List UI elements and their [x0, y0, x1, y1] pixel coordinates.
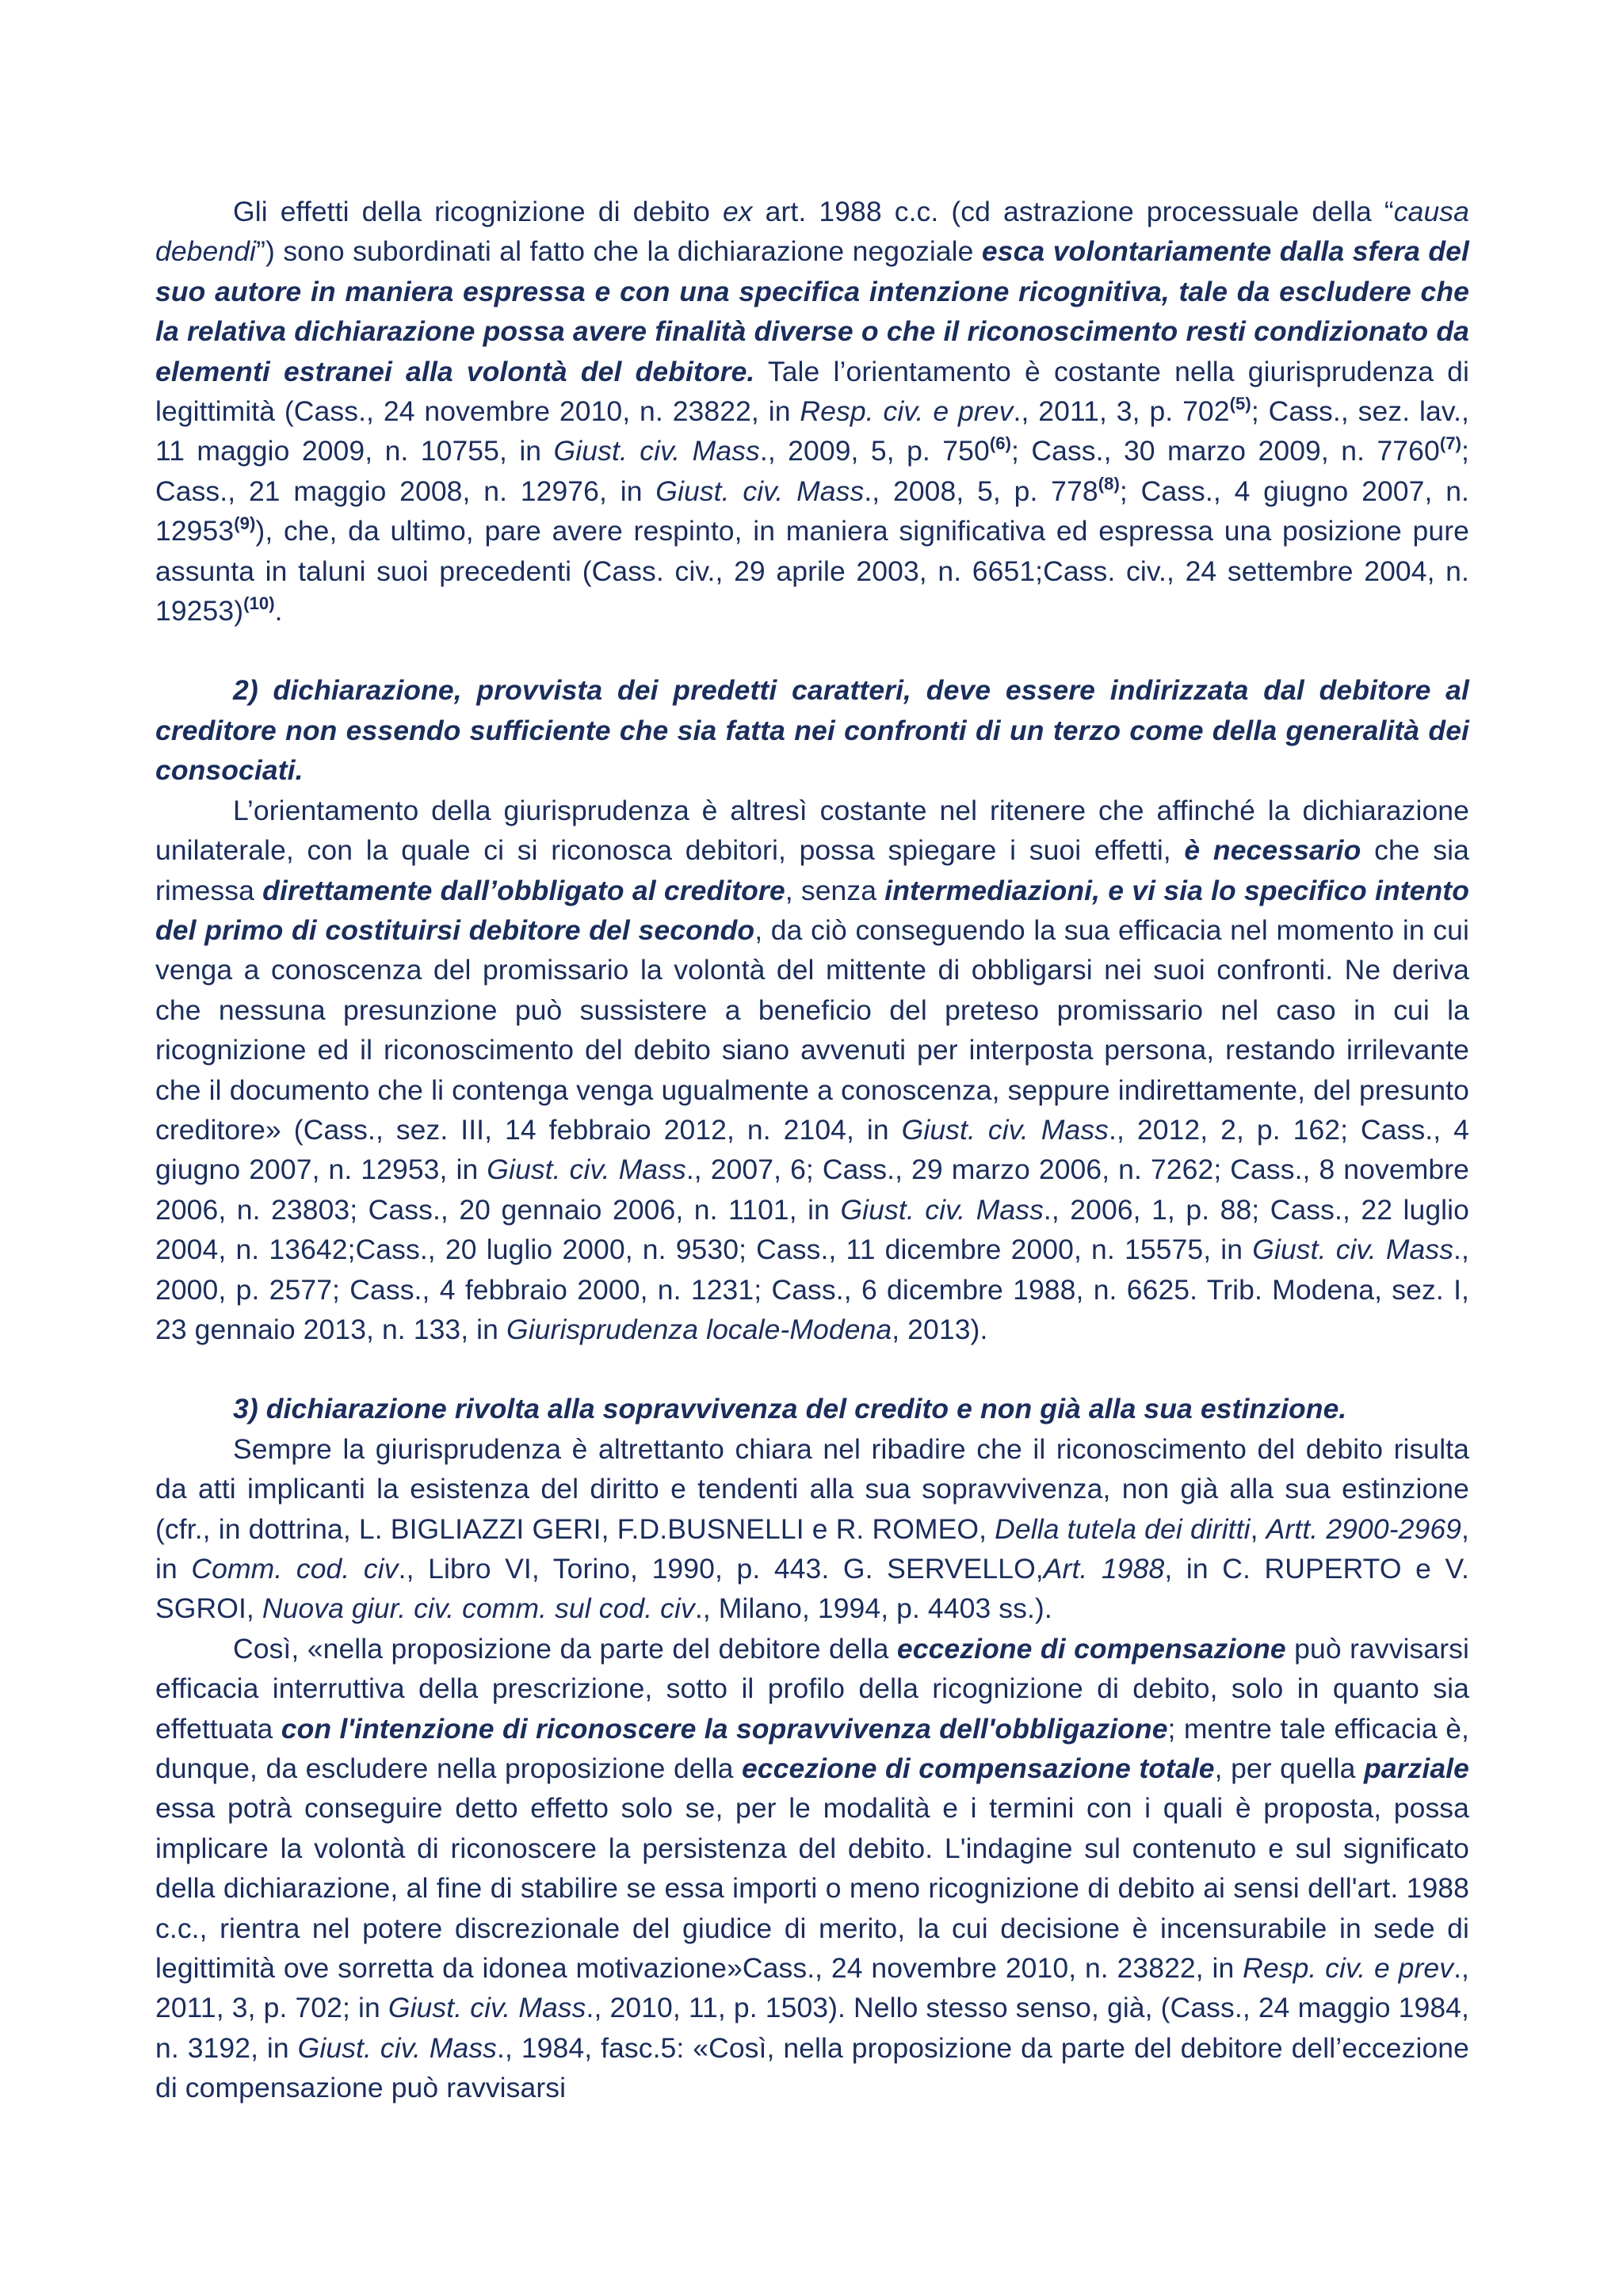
- body-text: ”) sono subordinati al fatto che la dichiarazione negoziale: [256, 235, 982, 268]
- body-text: ., 2009, 5, p. 750: [759, 435, 990, 467]
- emphasis-text: eccezione di compensazione totale: [741, 1753, 1215, 1785]
- footnote-marker: (7): [1439, 433, 1462, 454]
- paragraph-orientamento: [155, 791, 1469, 1350]
- footnote-marker: (5): [1229, 394, 1251, 414]
- body-text: , per quella: [1214, 1753, 1364, 1785]
- body-text: essa potrà conseguire detto effetto solo se, per le modalità e i termini con i quali è proposta, possa implicare la volontà di riconoscere la persistenza del debito. L'indagine sul contenuto e sul significato della dichiarazione, al fine di stabilire se essa importi o meno ricognizione di debito ai sensi dell'art. 1988 c.c., rientra nel potere discrezionale del giudice di merito, la cui decisione è incensurabile in sede di legittimità ove sorretta da idonea motivazione»Cass., 24 novembre 2010, n. 23822, in: [155, 1792, 1469, 1985]
- body-text: può ravvisarsi efficacia interruttiva della prescrizione, sotto il profilo della ricognizione di debito, solo in quanto sia effettuata: [155, 1632, 1469, 1745]
- citation-italic: Giust. civ. Mass: [487, 1154, 686, 1186]
- citation-italic: Giust. civ. Mass: [655, 475, 865, 507]
- citation-italic: Giust. civ. Mass: [840, 1193, 1044, 1226]
- document-body: [155, 192, 1469, 2108]
- citation-italic: Resp. civ. e prev: [1243, 1952, 1454, 1985]
- body-text: ., 1984, fasc.5: «Così, nella proposizione da parte del debitore dell’eccezione di compensazione può ravvisarsi: [155, 2031, 1469, 2104]
- citation-italic: Art. 1988: [1043, 1553, 1165, 1585]
- emphasis-text: esca volontariamente dalla sfera del suo autore in maniera espressa e con una specifica intenzione ricognitiva, tale da escludere che la relativa dichiarazione possa avere finalità diverse o che il riconoscimento resti condizionato da elementi estranei alla volontà del debitore.: [155, 235, 1469, 387]
- emphasis-text: 3) dichiarazione rivolta alla sopravvivenza del credito e non già alla sua estinzione.: [233, 1393, 1347, 1425]
- paragraph-sopravvivenza: [155, 1429, 1469, 1629]
- body-text: ., 2011, 3, p. 702; in: [155, 1952, 1469, 2024]
- body-text: ., 2011, 3, p. 702: [1013, 395, 1230, 428]
- body-text: .: [274, 595, 283, 627]
- section-heading-2: [155, 670, 1469, 790]
- emphasis-text: parziale: [1363, 1753, 1469, 1785]
- citation-italic: Giust. civ. Mass: [901, 1113, 1109, 1146]
- body-text: ., Libro VI, Torino, 1990, p. 443. G. SERVELLO,: [398, 1553, 1044, 1585]
- body-text: ; Cass., sez. lav., 11 maggio 2009, n. 10755, in: [155, 395, 1469, 467]
- body-text: che sia rimessa: [155, 834, 1469, 906]
- emphasis-text: intermediazioni, e vi sia lo specifico intento del primo di costituirsi debitore del secondo: [155, 874, 1469, 946]
- body-text: ), che, da ultimo, pare avere respinto, in maniera significativa ed espressa una posizione pure assunta in taluni suoi precedenti (Cass. civ., 29 aprile 2003, n. 6651;Cass. civ., 24 settembre 2004, n. 19253): [155, 515, 1469, 627]
- citation-italic: causa debendi: [155, 196, 1469, 268]
- body-text: , senza: [785, 874, 885, 906]
- body-text: ., 2008, 5, p. 778: [864, 475, 1098, 507]
- emphasis-text: direttamente dall’obbligato al creditore: [262, 874, 785, 906]
- citation-italic: Artt. 2900-2969: [1266, 1512, 1462, 1545]
- body-text: Gli effetti della ricognizione di debito: [233, 196, 723, 227]
- citation-italic: Comm. cod. civ: [191, 1553, 399, 1585]
- body-text: ; Cass., 21 maggio 2008, n. 12976, in: [155, 435, 1469, 507]
- body-text: , in C. RUPERTO e V. SGROI,: [155, 1553, 1469, 1625]
- footnote-marker: (9): [234, 513, 256, 534]
- citation-italic: Nuova giur. civ. comm. sul cod. civ: [262, 1592, 695, 1625]
- body-text: ., 2012, 2, p. 162; Cass., 4 giugno 2007, n. 12953, in: [155, 1113, 1469, 1186]
- body-text: ., Milano, 1994, p. 4403 ss.).: [694, 1592, 1052, 1625]
- body-text: ; Cass., 30 marzo 2009, n. 7760: [1011, 435, 1440, 467]
- emphasis-text: eccezione di compensazione: [896, 1632, 1286, 1665]
- footnote-marker: (8): [1098, 473, 1120, 494]
- body-text: ., 2006, 1, p. 88; Cass., 22 luglio 2004, n. 13642;Cass., 20 luglio 2000, n. 9530; Cass., 11 dicembre 2000, n. 15575, in: [155, 1193, 1469, 1266]
- body-text: art. 1988 c.c. (cd astrazione processuale della “: [752, 196, 1394, 227]
- citation-italic: Giust. civ. Mass: [388, 1992, 586, 2024]
- body-text: ; Cass., 4 giugno 2007, n. 12953: [155, 475, 1469, 547]
- body-text: Tale l’orientamento è costante nella giurisprudenza di legittimità (Cass., 24 novembre 2010, n. 23822, in: [155, 355, 1469, 428]
- body-text: , in: [155, 1512, 1469, 1585]
- footnote-marker: (10): [243, 593, 275, 614]
- citation-italic: Della tutela dei diritti: [995, 1512, 1251, 1545]
- body-text: ., 2010, 11, p. 1503). Nello stesso senso, già, (Cass., 24 maggio 1984, n. 3192, in: [155, 1992, 1469, 2064]
- body-text: Sempre la giurisprudenza è altrettanto chiara nel ribadire che il riconoscimento del debito risulta da atti implicanti la esistenza del diritto e tendenti alla sua sopravvivenza, non già alla sua estinzione (cfr., in dottrina, L. BIGLIAZZI GERI, F.D.BUSNELLI e R. ROMEO,: [155, 1432, 1469, 1545]
- citation-italic: Giust. civ. Mass: [1252, 1234, 1454, 1266]
- section-heading-3: [155, 1389, 1469, 1428]
- body-text: ., 2007, 6; Cass., 29 marzo 2006, n. 7262; Cass., 8 novembre 2006, n. 23803; Cass., 20 gennaio 2006, n. 1101, in: [155, 1154, 1469, 1226]
- body-text: , da ciò conseguendo la sua efficacia nel momento in cui venga a conoscenza del promissario la volontà del mittente di obbligarsi nei suoi confronti. Ne deriva che nessuna presunzione può sussistere a beneficio del preteso promissario nel caso in cui la ricognizione ed il riconoscimento del debito siano avvenuti per interposta persona, restando irrilevante che il documento che li contenga venga ugualmente a conoscenza, seppure indirettamente, del presunto creditore» (Cass., sez. III, 14 febbraio 2012, n. 2104, in: [155, 913, 1469, 1146]
- body-text: , 2013).: [892, 1313, 988, 1345]
- emphasis-text: è necessario: [1184, 834, 1361, 867]
- citation-italic: Giurisprudenza locale-Modena: [506, 1313, 892, 1345]
- paragraph-compensazione: [155, 1629, 1469, 2108]
- body-text: Così, «nella proposizione da parte del debitore della: [233, 1632, 897, 1665]
- citation-italic: ex: [722, 196, 753, 227]
- body-text: ., 2000, p. 2577; Cass., 4 febbraio 2000, n. 1231; Cass., 6 dicembre 1988, n. 6625. Trib. Modena, sez. I, 23 gennaio 2013, n. 133, in: [155, 1234, 1469, 1345]
- body-text: ,: [1250, 1512, 1266, 1545]
- citation-italic: Giust. civ. Mass: [297, 2031, 498, 2064]
- emphasis-text: con l'intenzione di riconoscere la sopravvivenza dell'obbligazione: [281, 1712, 1168, 1745]
- body-text: ; mentre tale efficacia è, dunque, da escludere nella proposizione della: [155, 1712, 1469, 1785]
- citation-italic: Resp. civ. e prev: [800, 395, 1014, 428]
- footnote-marker: (6): [989, 433, 1012, 454]
- body-text: L’orientamento della giurisprudenza è altresì costante nel ritenere che affinché la dichiarazione unilaterale, con la quale ci si riconosca debitori, possa spiegare i suoi effetti,: [155, 794, 1469, 867]
- citation-italic: Giust. civ. Mass: [553, 435, 760, 467]
- emphasis-text: 2) dichiarazione, provvista dei predetti caratteri, deve essere indirizzata dal debitore al creditore non essendo sufficiente che sia fatta nei confronti di un terzo come della generalità dei consociati.: [155, 674, 1469, 787]
- paragraph-ricognizione-effetti: [155, 192, 1469, 631]
